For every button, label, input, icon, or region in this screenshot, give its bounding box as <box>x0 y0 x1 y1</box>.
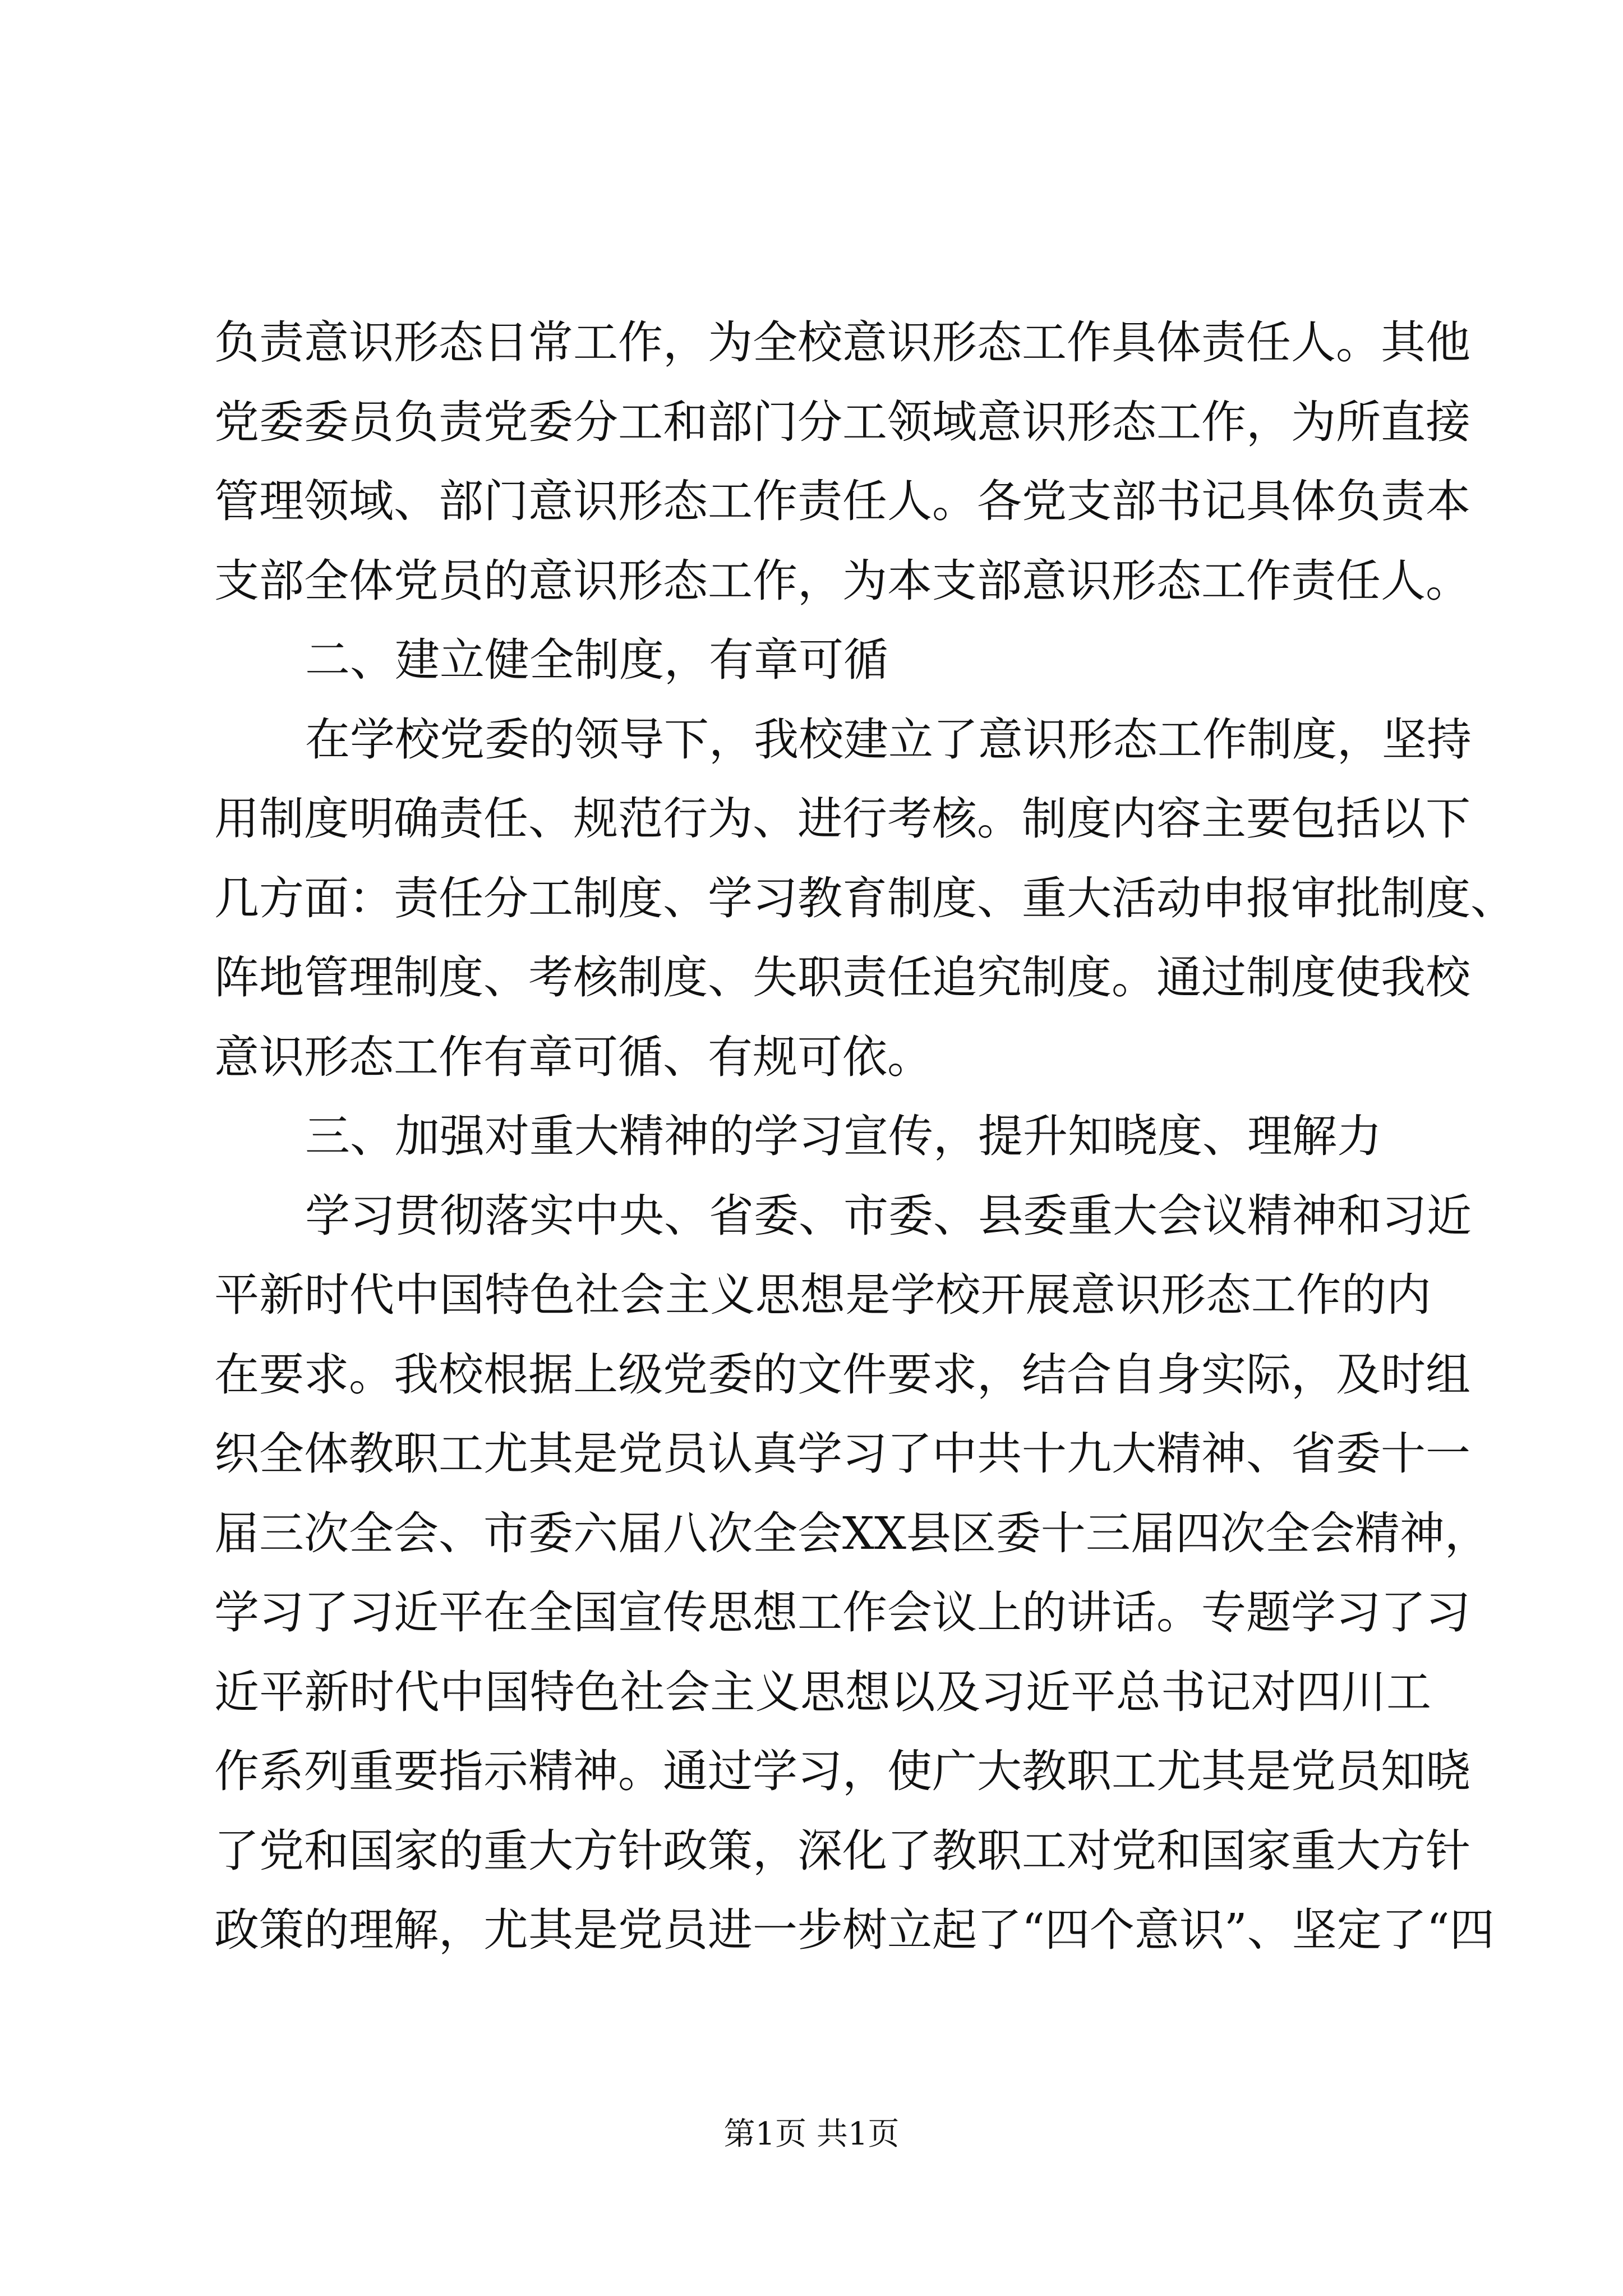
text-line: 在学校党委的领导下，我校建立了意识形态工作制度，坚持 <box>305 713 1472 766</box>
text-line: 平新时代中国特色社会主义思想是学校开展意识形态工作的内 <box>214 1269 1431 1321</box>
section-heading: 二、建立健全制度，有章可循 <box>305 634 888 686</box>
text-line: 支部全体党员的意识形态工作，为本支部意识形态工作责任人。 <box>214 554 1470 607</box>
text-line: 用制度明确责任、规范行为、进行考核。制度内容主要包括以下 <box>214 793 1470 845</box>
text-line: 意识形态工作有章可循、有规可依。 <box>214 1030 932 1083</box>
text-line: 织全体教职工尤其是党员认真学习了中共十九大精神、省委十一 <box>214 1428 1470 1480</box>
text-line: 管理领域、部门意识形态工作责任人。各党支部书记具体负责本 <box>214 475 1470 527</box>
text-line: 负责意识形态日常工作，为全校意识形态工作具体责任人。其他 <box>214 316 1470 369</box>
text-line: 了党和国家的重大方针政策，深化了教职工对党和国家重大方针 <box>214 1824 1470 1877</box>
text-line: 学习了习近平在全国宣传思想工作会议上的讲话。专题学习了习 <box>214 1586 1470 1639</box>
text-line: 届三次全会、市委六届八次全会XX县区委十三届四次全会精神， <box>214 1507 1490 1559</box>
body-text <box>214 303 1515 1970</box>
page-footer: 第1页 共1页 <box>723 2116 900 2152</box>
text-line: 近平新时代中国特色社会主义思想以及习近平总书记对四川工 <box>214 1665 1431 1718</box>
text-line: 党委委员负责党委分工和部门分工领域意识形态工作，为所直接 <box>214 395 1470 448</box>
text-line: 作系列重要指示精神。通过学习，使广大教职工尤其是党员知晓 <box>214 1745 1470 1797</box>
text-line: 阵地管理制度、考核制度、失职责任追究制度。通过制度使我校 <box>214 951 1470 1004</box>
text-line: 学习贯彻落实中央、省委、市委、县委重大会议精神和习近 <box>305 1189 1472 1242</box>
text-line: 政策的理解，尤其是党员进一步树立起了“四个意识”、坚定了“四 <box>214 1904 1495 1956</box>
text-line: 在要求。我校根据上级党委的文件要求，结合自身实际，及时组 <box>214 1348 1470 1401</box>
text-line: 几方面：责任分工制度、学习教育制度、重大活动申报审批制度、 <box>214 872 1515 924</box>
section-heading: 三、加强对重大精神的学习宣传，提升知晓度、理解力 <box>305 1110 1382 1162</box>
